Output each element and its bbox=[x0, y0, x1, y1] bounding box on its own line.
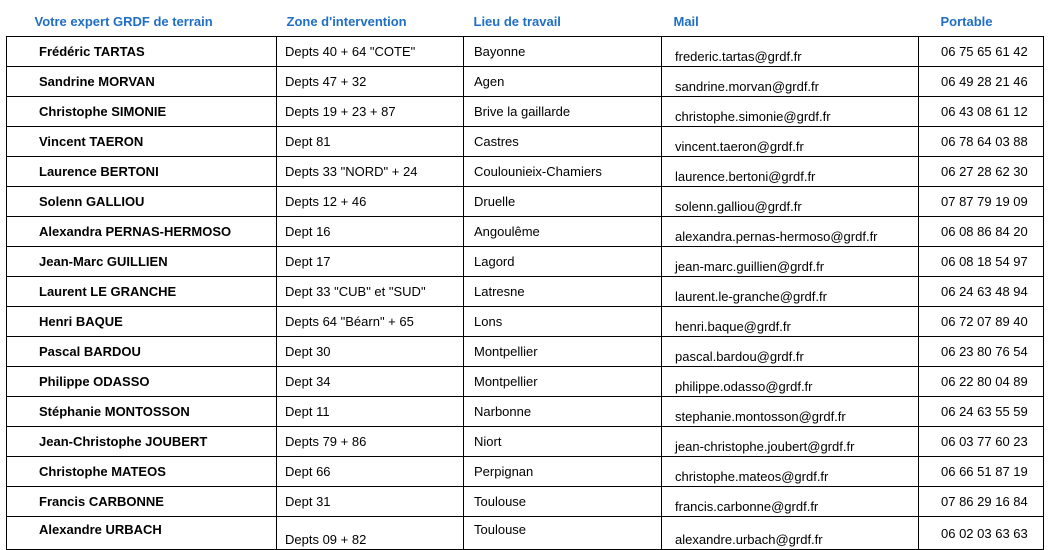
expert-name-cell: Laurent LE GRANCHE bbox=[7, 277, 277, 307]
expert-name-cell: Pascal BARDOU bbox=[7, 337, 277, 367]
table-row bbox=[7, 517, 1044, 550]
table-row bbox=[7, 427, 1044, 457]
portable-cell: 06 78 64 03 88 bbox=[919, 127, 1044, 157]
header-zone: Zone d'intervention bbox=[286, 13, 407, 29]
table-body bbox=[7, 37, 1044, 550]
portable-cell: 06 49 28 21 46 bbox=[919, 67, 1044, 97]
portable-cell: 07 86 29 16 84 bbox=[919, 487, 1044, 517]
lieu-cell: Narbonne bbox=[464, 397, 662, 427]
mail-cell[interactable]: laurent.le-granche@grdf.fr bbox=[662, 277, 919, 307]
mail-cell[interactable]: francis.carbonne@grdf.fr bbox=[662, 487, 919, 517]
portable-cell: 06 08 86 84 20 bbox=[919, 217, 1044, 247]
zone-cell: Depts 12 + 46 bbox=[277, 187, 464, 217]
lieu-cell: Lagord bbox=[464, 247, 662, 277]
lieu-cell: Toulouse bbox=[464, 487, 662, 517]
expert-name-cell: Christophe SIMONIE bbox=[7, 97, 277, 127]
expert-name-cell: Alexandra PERNAS-HERMOSO bbox=[7, 217, 277, 247]
table-row bbox=[7, 217, 1044, 247]
lieu-cell: Niort bbox=[464, 427, 662, 457]
expert-name-cell: Vincent TAERON bbox=[7, 127, 277, 157]
table-row bbox=[7, 247, 1044, 277]
mail-cell[interactable]: christophe.simonie@grdf.fr bbox=[662, 97, 919, 127]
mail-cell[interactable]: sandrine.morvan@grdf.fr bbox=[662, 67, 919, 97]
lieu-cell: Druelle bbox=[464, 187, 662, 217]
table-row bbox=[7, 397, 1044, 427]
portable-cell: 07 87 79 19 09 bbox=[919, 187, 1044, 217]
expert-name-cell: Stéphanie MONTOSSON bbox=[7, 397, 277, 427]
lieu-cell: Brive la gaillarde bbox=[464, 97, 662, 127]
portable-cell: 06 23 80 76 54 bbox=[919, 337, 1044, 367]
mail-cell[interactable]: stephanie.montosson@grdf.fr bbox=[662, 397, 919, 427]
expert-name-cell: Jean-Christophe JOUBERT bbox=[7, 427, 277, 457]
lieu-cell: Coulounieix-Chamiers bbox=[464, 157, 662, 187]
lieu-cell: Angoulême bbox=[464, 217, 662, 247]
header-row bbox=[7, 6, 1044, 37]
mail-cell[interactable]: solenn.galliou@grdf.fr bbox=[662, 187, 919, 217]
zone-cell: Dept 34 bbox=[277, 367, 464, 397]
expert-name-cell: Henri BAQUE bbox=[7, 307, 277, 337]
portable-cell: 06 02 03 63 63 bbox=[919, 517, 1044, 550]
zone-cell: Dept 66 bbox=[277, 457, 464, 487]
portable-cell: 06 08 18 54 97 bbox=[919, 247, 1044, 277]
zone-cell: Depts 64 "Béarn" + 65 bbox=[277, 307, 464, 337]
mail-cell[interactable]: jean-marc.guillien@grdf.fr bbox=[662, 247, 919, 277]
zone-cell: Depts 40 + 64 "COTE" bbox=[277, 37, 464, 67]
mail-cell[interactable]: frederic.tartas@grdf.fr bbox=[662, 37, 919, 67]
zone-cell: Dept 16 bbox=[277, 217, 464, 247]
table-header bbox=[7, 6, 1044, 37]
zone-cell: Dept 30 bbox=[277, 337, 464, 367]
zone-cell: Depts 09 + 82 bbox=[277, 517, 464, 550]
portable-cell: 06 27 28 62 30 bbox=[919, 157, 1044, 187]
expert-name-cell: Philippe ODASSO bbox=[7, 367, 277, 397]
expert-name-cell: Laurence BERTONI bbox=[7, 157, 277, 187]
table-row bbox=[7, 337, 1044, 367]
portable-cell: 06 72 07 89 40 bbox=[919, 307, 1044, 337]
table-row bbox=[7, 457, 1044, 487]
header-lieu: Lieu de travail bbox=[473, 13, 561, 29]
mail-cell[interactable]: laurence.bertoni@grdf.fr bbox=[662, 157, 919, 187]
expert-name-cell: Christophe MATEOS bbox=[7, 457, 277, 487]
header-portable: Portable bbox=[940, 13, 993, 29]
lieu-cell: Bayonne bbox=[464, 37, 662, 67]
expert-name-cell: Jean-Marc GUILLIEN bbox=[7, 247, 277, 277]
lieu-cell: Castres bbox=[464, 127, 662, 157]
table-row bbox=[7, 97, 1044, 127]
mail-cell[interactable]: vincent.taeron@grdf.fr bbox=[662, 127, 919, 157]
lieu-cell: Perpignan bbox=[464, 457, 662, 487]
portable-cell: 06 03 77 60 23 bbox=[919, 427, 1044, 457]
mail-cell[interactable]: alexandra.pernas-hermoso@grdf.fr bbox=[662, 217, 919, 247]
portable-cell: 06 43 08 61 12 bbox=[919, 97, 1044, 127]
lieu-cell: Latresne bbox=[464, 277, 662, 307]
table-row bbox=[7, 127, 1044, 157]
mail-cell[interactable]: alexandre.urbach@grdf.fr bbox=[662, 517, 919, 550]
mail-cell[interactable]: philippe.odasso@grdf.fr bbox=[662, 367, 919, 397]
portable-cell: 06 75 65 61 42 bbox=[919, 37, 1044, 67]
table-row bbox=[7, 277, 1044, 307]
table-row bbox=[7, 67, 1044, 97]
experts-table bbox=[6, 6, 1044, 550]
table-row bbox=[7, 367, 1044, 397]
mail-cell[interactable]: christophe.mateos@grdf.fr bbox=[662, 457, 919, 487]
zone-cell: Depts 47 + 32 bbox=[277, 67, 464, 97]
zone-cell: Dept 31 bbox=[277, 487, 464, 517]
lieu-cell: Lons bbox=[464, 307, 662, 337]
table-row bbox=[7, 187, 1044, 217]
zone-cell: Dept 17 bbox=[277, 247, 464, 277]
zone-cell: Dept 33 "CUB" et "SUD" bbox=[277, 277, 464, 307]
mail-cell[interactable]: henri.baque@grdf.fr bbox=[662, 307, 919, 337]
zone-cell: Dept 81 bbox=[277, 127, 464, 157]
mail-cell[interactable]: jean-christophe.joubert@grdf.fr bbox=[662, 427, 919, 457]
mail-cell[interactable]: pascal.bardou@grdf.fr bbox=[662, 337, 919, 367]
lieu-cell: Toulouse bbox=[464, 517, 662, 550]
expert-name-cell: Solenn GALLIOU bbox=[7, 187, 277, 217]
expert-name-cell: Francis CARBONNE bbox=[7, 487, 277, 517]
portable-cell: 06 66 51 87 19 bbox=[919, 457, 1044, 487]
zone-cell: Dept 11 bbox=[277, 397, 464, 427]
portable-cell: 06 22 80 04 89 bbox=[919, 367, 1044, 397]
table-row bbox=[7, 307, 1044, 337]
zone-cell: Depts 19 + 23 + 87 bbox=[277, 97, 464, 127]
table-row bbox=[7, 487, 1044, 517]
zone-cell: Depts 33 "NORD" + 24 bbox=[277, 157, 464, 187]
header-mail: Mail bbox=[673, 13, 699, 29]
portable-cell: 06 24 63 48 94 bbox=[919, 277, 1044, 307]
zone-cell: Depts 79 + 86 bbox=[277, 427, 464, 457]
portable-cell: 06 24 63 55 59 bbox=[919, 397, 1044, 427]
header-expert: Votre expert GRDF de terrain bbox=[34, 13, 213, 29]
lieu-cell: Agen bbox=[464, 67, 662, 97]
lieu-cell: Montpellier bbox=[464, 337, 662, 367]
lieu-cell: Montpellier bbox=[464, 367, 662, 397]
expert-name-cell: Alexandre URBACH bbox=[7, 517, 277, 550]
expert-name-cell: Sandrine MORVAN bbox=[7, 67, 277, 97]
table-row bbox=[7, 37, 1044, 67]
expert-name-cell: Frédéric TARTAS bbox=[7, 37, 277, 67]
table-row bbox=[7, 157, 1044, 187]
